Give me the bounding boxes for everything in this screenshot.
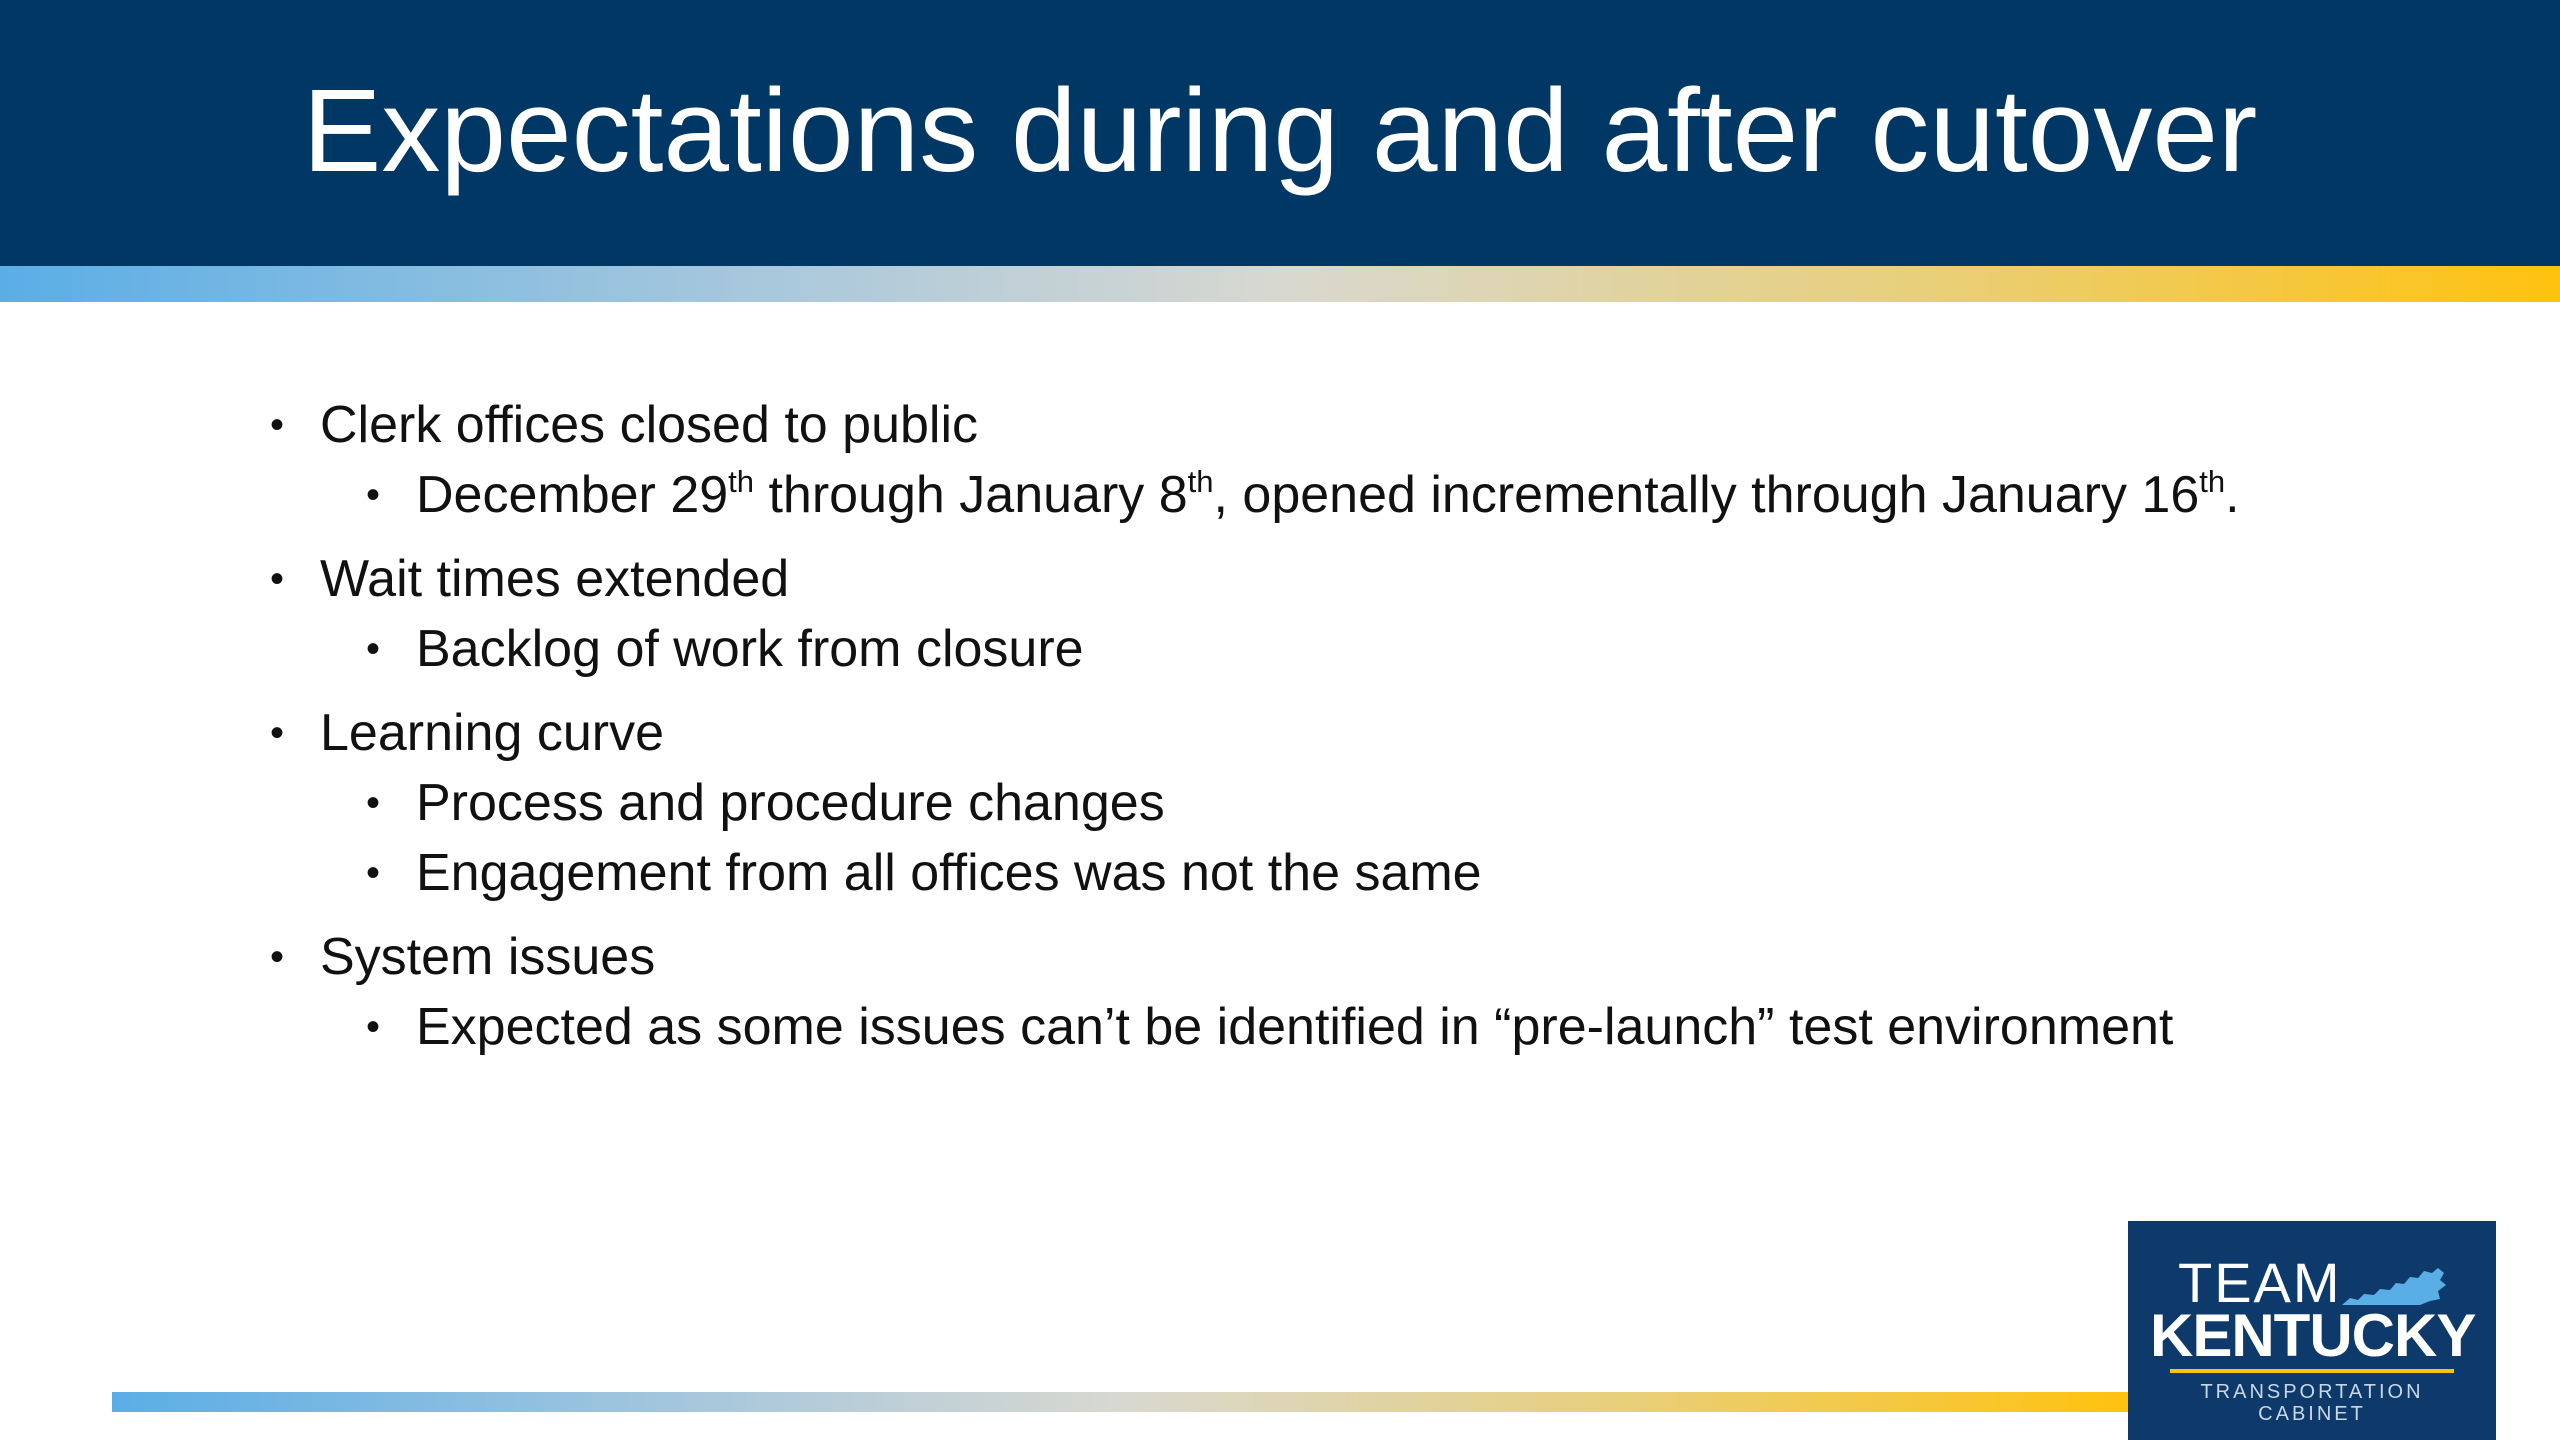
logo-divider <box>2170 1369 2454 1373</box>
sub-bullet-text: Engagement from all offices was not the same <box>416 844 1482 902</box>
bullet-dot: • <box>366 1005 381 1049</box>
bullet-list <box>270 390 2420 1062</box>
logo-cabinet-text: TRANSPORTATION CABINET <box>2200 1381 2424 1425</box>
sub-bullet-text: Expected as some issues can’t be identified in “pre-launch” test environment <box>416 998 2174 1056</box>
bullet-text: Learning curve <box>320 704 664 762</box>
bullet-dot: • <box>366 627 381 671</box>
bullet-item <box>270 390 2420 460</box>
bullet-item <box>270 544 2420 614</box>
sub-bullet-text: Backlog of work from closure <box>416 620 1084 678</box>
team-kentucky-logo <box>2128 1221 2496 1440</box>
bullet-text: Clerk offices closed to public <box>320 396 979 454</box>
sub-bullet-item <box>270 768 2420 838</box>
sub-bullet-item <box>270 992 2420 1062</box>
bullet-dot: • <box>366 781 381 825</box>
bullet-item <box>270 922 2420 992</box>
bullet-text: Wait times extended <box>320 550 790 608</box>
bullet-dot: • <box>270 935 285 979</box>
logo-kentucky-text: KENTUCKY <box>2150 1302 2476 1369</box>
sub-bullet-text: December 29th through January 8th, opened incrementally through January 16th. <box>416 464 2240 524</box>
bullet-text: System issues <box>320 928 656 986</box>
bullet-dot: • <box>270 711 285 755</box>
title-accent-stripe <box>0 266 2560 302</box>
sub-bullet-item <box>270 838 2420 908</box>
sub-bullet-item <box>270 614 2420 684</box>
bullet-dot: • <box>270 403 285 447</box>
bullet-dot: • <box>366 851 381 895</box>
slide-title: Expectations during and after cutover <box>302 65 2258 197</box>
bullet-dot: • <box>270 557 285 601</box>
sub-bullet-item <box>270 460 2420 530</box>
sub-bullet-text: Process and procedure changes <box>416 774 1165 832</box>
footer-accent-stripe <box>112 1392 2128 1412</box>
bullet-dot: • <box>366 473 381 517</box>
logo-team-text: TEAM <box>2178 1251 2342 1314</box>
bullet-item <box>270 698 2420 768</box>
